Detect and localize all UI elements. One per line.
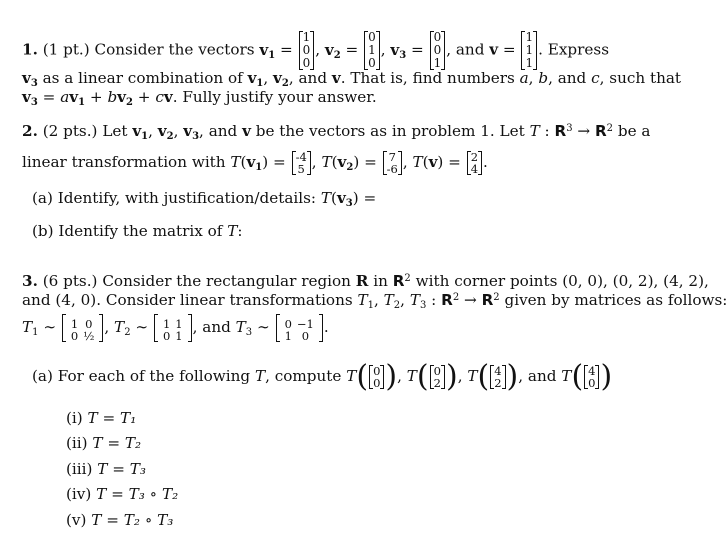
vector-v: 1 1 1: [521, 31, 537, 70]
matrix-T1: 1 0 0 ½: [62, 314, 103, 342]
problem-1-number: 1.: [22, 40, 38, 59]
problem-2b: (b) Identify the matrix of T:: [32, 222, 243, 240]
vector-v1: 1 0 0: [299, 31, 315, 70]
problem-1-line-1: 1. (1 pt.) Consider the vectors $v_1$ = 1 0 0 , $v_2$ = 0 1 0 , $v_3$ = 0 0 1 , and v = 1 1 1 . Express: [22, 30, 609, 70]
sub-item-iii: (iii) T = T₃: [66, 460, 146, 478]
problem-1-intro: Consider the vectors: [94, 40, 255, 59]
input-vector-1: 0 0: [369, 365, 384, 389]
matrix-T3: 0 −1 1 0: [276, 314, 323, 342]
problem-1-line-3: $v_3 = av_1 + bv_2$ + cv. Fully justify your answer.: [22, 88, 377, 108]
problem-3-line-2: and (4, 0). Consider linear transformations $T_1$, $T_2$, $T_3$ : $R^2 \to R^2$ given by matrices as follows:: [22, 291, 727, 311]
problem-1-express: Express: [547, 40, 609, 59]
sub-item-ii: (ii) T = T₂: [66, 434, 142, 452]
matrix-T2: 1 1 0 1: [154, 314, 192, 342]
T-of-v2: 7 -6: [383, 151, 402, 175]
vector-v3: 0 0 1: [430, 31, 446, 70]
sub-item-i: (i) T = T₁: [66, 409, 137, 427]
problem-2a: (a) Identify, with justification/details: $T(v_3)$ =: [32, 189, 377, 209]
problem-2-line-1: 2. (2 pts.) Let $v_1$, $v_2$, $v_3$, and v be the vectors as in problem 1. Let T : $R^3 \to R^2$ be a: [22, 122, 651, 142]
problem-1-points: (1 pt.): [42, 40, 90, 59]
input-vector-3: 4 2: [490, 365, 505, 389]
problem-2-number: 2.: [22, 122, 38, 140]
T-of-v: 2 4: [467, 151, 482, 175]
T-of-v1: -4 5: [292, 151, 311, 175]
problem-3-matrices: $T_1$ ∼ 1 0 0 ½ , $T_2$ ∼ 1 1 0 1 , and $T_3$ ∼ 0 −1 1 0 .: [22, 314, 329, 342]
input-vector-2: 0 2: [430, 365, 445, 389]
sub-item-v: (v) T = T₂ ∘ T₃: [66, 511, 174, 529]
problem-3-line-1: 3. (6 pts.) Consider the rectangular region R in $R^2$ with corner points (0, 0), (0, 2), (4, 2),: [22, 272, 709, 290]
problem-2-line-2: linear transformation with $T(v_1)$ = -4 5 , $T(v_2)$ = 7 -6 , T(v) = 2 4 .: [22, 150, 488, 176]
problem-3-number: 3.: [22, 272, 38, 290]
input-vector-4: 4 0: [584, 365, 599, 389]
sub-item-iv: (iv) T = T₃ ∘ T₂: [66, 485, 179, 503]
vector-v2: 0 1 0: [364, 31, 380, 70]
problem-3a: (a) For each of the following T, compute T( 0 0 ), T( 0 2 ), T( 4 2 ), and T( 4 0 ): [32, 359, 613, 394]
problem-1-line-2: $v_3$ as a linear combination of $v_1$, $v_2$, and v. That is, find numbers a, b, and c, such that: [22, 69, 682, 89]
